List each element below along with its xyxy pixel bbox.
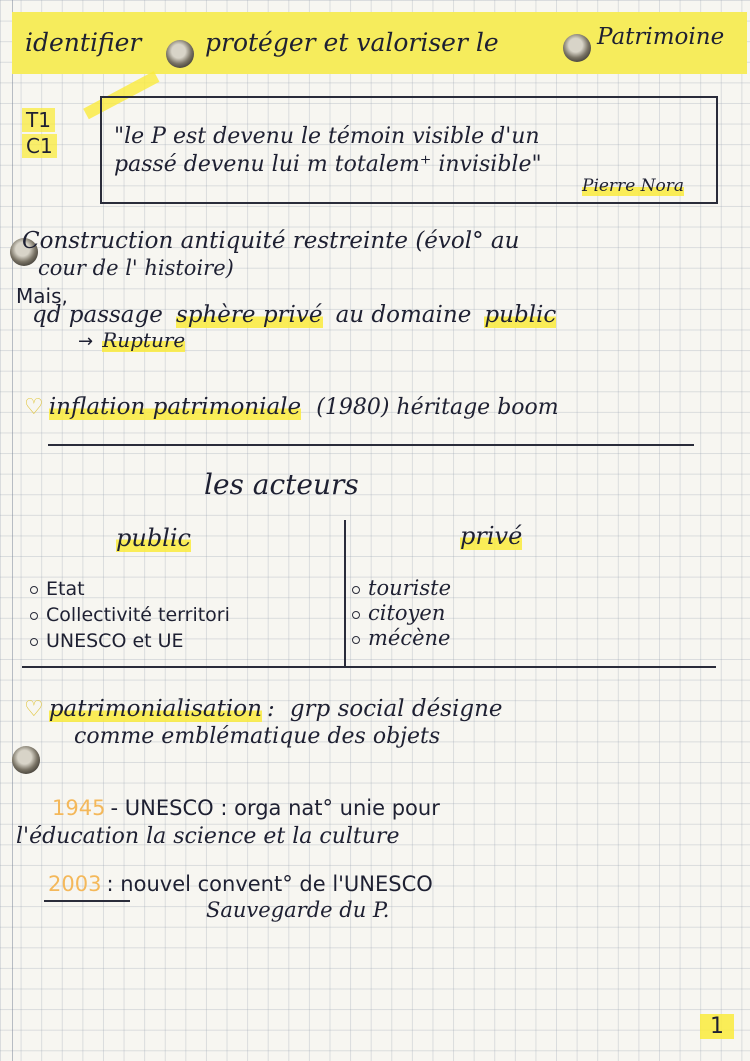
patrimonialisation-row (24, 696, 503, 722)
construction-sphere-prive: sphère privé (175, 302, 323, 328)
arrow-icon: → (78, 331, 94, 352)
list-item (352, 601, 451, 626)
actors-prive-list (352, 576, 451, 651)
actors-public-title: public (116, 524, 191, 552)
bullet-icon (30, 638, 38, 646)
construction-line-1: Construction antiquité restreinte (évol° au (22, 228, 520, 254)
quote-line-1: "le P est devenu le témoin visible d'un (114, 124, 540, 149)
patrimonialisation-rest-2: comme emblématique des objets (74, 724, 441, 749)
actors-title: les acteurs (204, 468, 359, 501)
unesco-row (52, 796, 440, 820)
bullet-icon (352, 636, 360, 644)
construction-au-domaine: au domaine (335, 302, 472, 328)
convention-row (48, 872, 433, 896)
bullet-icon (352, 611, 360, 619)
actors-prive-title: privé (460, 522, 523, 550)
list-item (30, 576, 230, 602)
convention-line-1: : nouvel convent° de l'UNESCO (106, 872, 433, 896)
patrimonialisation-term: patrimonialisation (48, 696, 262, 722)
list-item (352, 576, 451, 601)
header-title-row (25, 24, 745, 64)
actors-bottom-rule (22, 666, 716, 668)
inflation-row (24, 394, 559, 420)
construction-public: public (484, 302, 557, 328)
punch-hole (563, 34, 591, 62)
prive-actor: citoyen (368, 601, 446, 625)
heart-icon: ♡ (24, 395, 44, 420)
bullet-icon (30, 586, 38, 594)
unesco-line-1: - UNESCO : orga nat° unie pour (110, 796, 440, 820)
inflation-rest: (1980) héritage boom (316, 395, 559, 420)
public-actor: UNESCO et UE (46, 630, 184, 652)
bullet-icon (352, 586, 360, 594)
heart-icon: ♡ (24, 697, 44, 722)
quote-author: Pierre Nora (582, 176, 685, 196)
inflation-term: inflation patrimoniale (48, 394, 302, 420)
bullet-icon (30, 612, 38, 620)
header-word-patrimoine: Patrimoine (597, 24, 725, 50)
quote-line-2: passé devenu lui m totalem⁺ invisible" (114, 152, 542, 177)
convention-year: 2003 (48, 872, 102, 896)
prive-actor: touriste (368, 576, 452, 600)
construction-line-2: cour de l' histoire) (38, 256, 234, 280)
theme-tag-t1: T1 (22, 108, 55, 132)
patrimonialisation-colon: : (266, 696, 275, 722)
construction-mais: Mais, (16, 284, 68, 308)
list-item (30, 602, 230, 628)
unesco-year: 1945 (52, 796, 106, 820)
header-word-identifier: identifier (25, 28, 142, 57)
public-actor: Collectivité territori (46, 604, 230, 626)
page-number: 1 (700, 1014, 734, 1039)
construction-rupture-row (78, 328, 185, 352)
punch-hole (166, 40, 194, 68)
patrimonialisation-rest-1: grp social désigne (289, 696, 503, 722)
list-item (30, 628, 230, 654)
punch-hole (12, 746, 40, 774)
construction-line-3 (32, 302, 556, 328)
convention-underline (44, 900, 130, 902)
construction-qd-passage: qd passage (32, 302, 163, 328)
chapter-tag-c1: C1 (22, 134, 57, 158)
margin-line (12, 0, 13, 1061)
public-actor: Etat (46, 578, 85, 600)
section-divider (48, 444, 694, 446)
prive-actor: mécène (368, 626, 451, 650)
convention-line-2: Sauvegarde du P. (206, 898, 390, 922)
actors-column-divider (344, 520, 346, 666)
actors-public-list (30, 576, 230, 654)
header-word-proteger: protéger et valoriser le (205, 28, 499, 57)
construction-rupture: Rupture (102, 328, 186, 352)
unesco-line-2: l'éducation la science et la culture (16, 824, 400, 849)
list-item (352, 626, 451, 651)
